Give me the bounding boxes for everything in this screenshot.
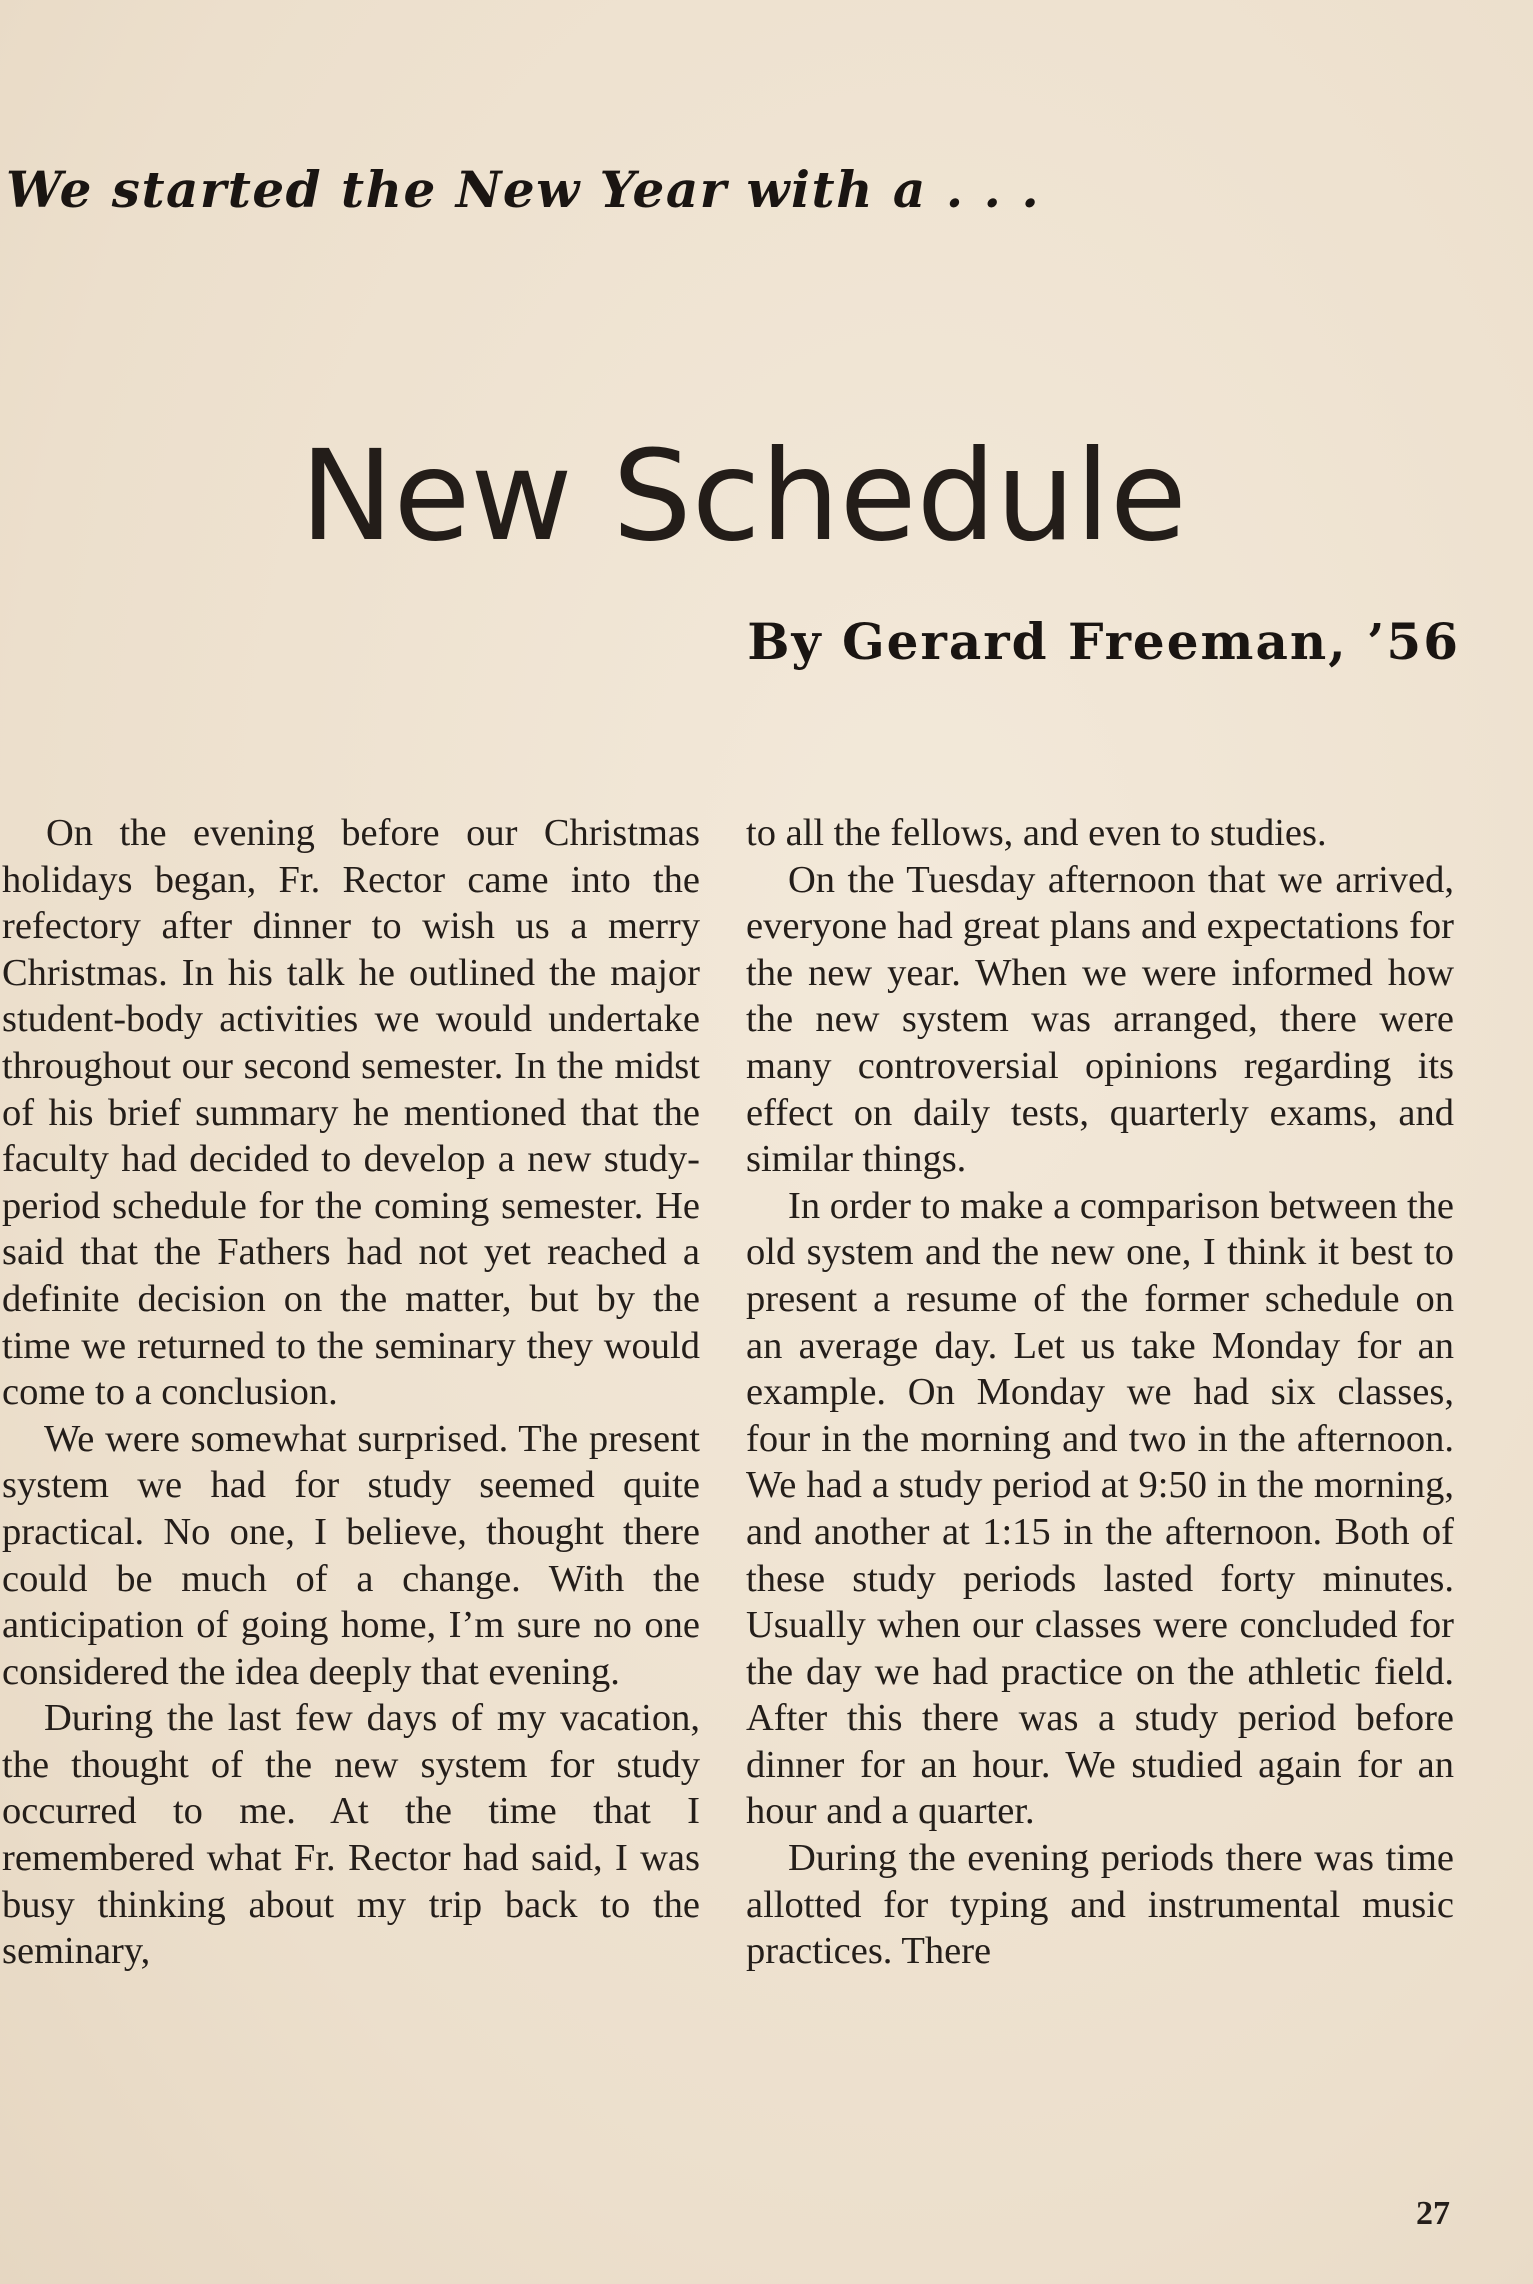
- paragraph: During the last few days of my vacation, the thought of the new system for study occurred to me. At the time that I remembered what Fr. Rector had said, I was busy thinking about my trip back to the seminary,: [2, 1697, 700, 1973]
- paragraph: On the evening before our Christmas holidays began, Fr. Rector came into the refectory after dinner to wish us a merry Christmas. In his talk he outlined the major student-body activities we would undertake throughout our second semester. In the midst of his brief summary he mentioned that the faculty had decided to develop a new study-period schedule for the coming semester. He said that the Fathers had not yet reached a definite decision on the matter, but by the time we returned to the seminary they would come to a conclusion.: [2, 812, 700, 1414]
- left-column: [2, 810, 700, 1975]
- paragraph: During the evening periods there was time allotted for typing and instrumental music practices. There: [746, 1837, 1454, 1973]
- paragraph: On the Tuesday afternoon that we arrived, everyone had great plans and expectations for the new year. When we were informed how the new system was arranged, there were many controversial opinions regarding its effect on daily tests, quarterly exams, and similar things.: [746, 858, 1454, 1181]
- page-number: 27: [1416, 2195, 1450, 2232]
- byline: By Gerard Freeman, ’56: [747, 612, 1460, 671]
- paragraph: In order to make a comparison between the old system and the new one, I think it best to present a resume of the former schedule on an average day. Let us take Monday for an example. On Monday we had six classes, four in the morning and two in the afternoon. We had a study period at 9:50 in the morning, and another at 1:15 in the afternoon. Both of these study periods lasted forty minutes. Usually when our classes were concluded for the day we had practice on the athletic field. After this there was a study period before dinner for an hour. We studied again for an hour and a quarter.: [746, 1184, 1455, 1833]
- paragraph: to all the fellows, and even to studies.: [746, 812, 1327, 854]
- kicker-headline: We started the New Year with a . . .: [6, 160, 1041, 219]
- right-column: [746, 810, 1454, 1975]
- paragraph: We were somewhat surprised. The present system we had for study seemed quite practical. No one, I believe, thought there could be much of a change. With the anticipation of going home, I’m sure no one considered the idea deeply that evening.: [2, 1417, 700, 1693]
- article-title: New Schedule: [300, 423, 1187, 569]
